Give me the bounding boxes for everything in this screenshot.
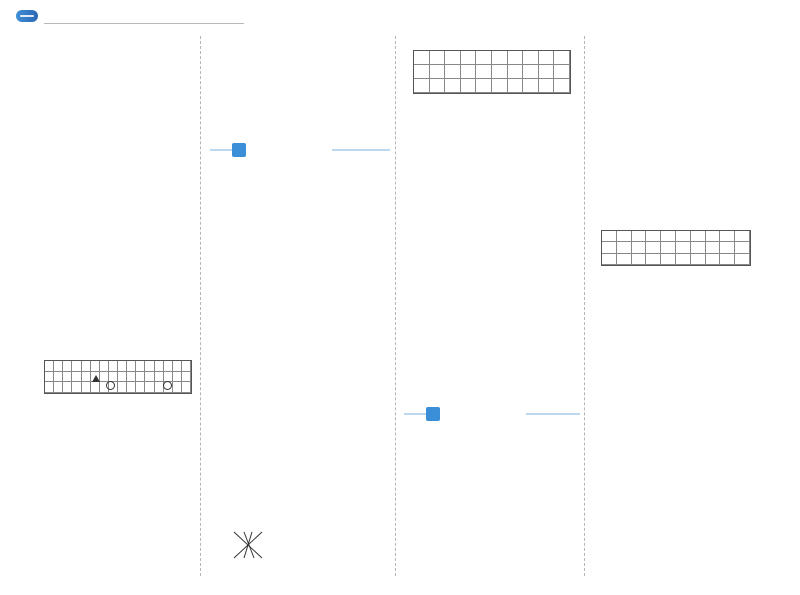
grid-cell (173, 361, 182, 372)
grid-cell (461, 79, 477, 93)
answer-column-1-continued (30, 400, 195, 549)
grid-cell (82, 372, 91, 383)
answer-column-3-section (400, 428, 580, 561)
answer-line (30, 466, 195, 479)
grid-cell (508, 79, 524, 93)
grid-cell (735, 231, 750, 242)
answer-line (30, 285, 195, 298)
answer-line (592, 465, 792, 478)
answer-line (30, 53, 195, 66)
grid-cell (414, 65, 430, 79)
grid-cell (706, 231, 721, 242)
page-number (12, 568, 38, 584)
grid-cell (72, 382, 81, 393)
answer-line (400, 528, 580, 541)
answer-line (592, 348, 792, 361)
grid-cell (63, 372, 72, 383)
grid-cell (661, 231, 676, 242)
grid-cell (54, 361, 63, 372)
answer-line (592, 53, 792, 66)
grid-cell (136, 361, 145, 372)
grid-cell (492, 65, 508, 79)
answer-line (215, 466, 390, 479)
answer-line (215, 300, 390, 313)
grid-cell (602, 231, 617, 242)
grid-cell (617, 254, 632, 265)
column-divider (395, 36, 396, 576)
answer-line (400, 140, 580, 153)
answer-line (215, 333, 390, 346)
grid-cell (539, 51, 555, 65)
grid-cell (136, 372, 145, 383)
grid-cell (54, 372, 63, 383)
answer-column-1 (30, 36, 195, 335)
answer-line (30, 119, 195, 132)
grid-cell (45, 382, 54, 393)
answer-line (215, 366, 390, 379)
answer-line (30, 169, 195, 182)
answer-line (225, 69, 390, 82)
grid-cell (691, 242, 706, 253)
answer-line (215, 217, 390, 230)
grid-cell (82, 382, 91, 393)
answer-line (215, 433, 390, 446)
section-heading (210, 141, 390, 159)
grid-cell (461, 51, 477, 65)
grid-cell (100, 361, 109, 372)
grid-cell (676, 254, 691, 265)
grid-cell (118, 372, 127, 383)
answer-line (400, 290, 580, 303)
answer-line (225, 86, 390, 99)
grid-cell (414, 79, 430, 93)
grid-cell (706, 242, 721, 253)
answer-line (30, 36, 195, 49)
answer-line (400, 544, 580, 557)
answer-line (400, 36, 580, 49)
grid-cell (646, 231, 661, 242)
answer-line (592, 36, 792, 49)
answer-line (592, 119, 792, 132)
grid-cell (691, 231, 706, 242)
answer-line (400, 339, 580, 352)
answer-line (400, 306, 580, 319)
grid-cell (461, 65, 477, 79)
answer-line (225, 36, 390, 49)
grid-cell (617, 231, 632, 242)
view-grid-figure (413, 50, 571, 94)
grid-cell (445, 65, 461, 79)
answer-line (400, 107, 580, 120)
answer-column-2-section (215, 167, 390, 532)
answer-line (400, 157, 580, 170)
grid-cell (554, 51, 570, 65)
answer-line (30, 433, 195, 446)
grid-cell (430, 79, 446, 93)
answer-line (592, 315, 792, 328)
view-grid-figure (601, 230, 751, 266)
grid-cell (691, 254, 706, 265)
answer-line (30, 400, 195, 413)
grid-cell (661, 254, 676, 265)
grid-cell (182, 372, 191, 383)
answer-line (400, 323, 580, 336)
answer-line (215, 233, 390, 246)
grid-cell (63, 361, 72, 372)
grid-cell (445, 51, 461, 65)
answer-line (30, 516, 195, 529)
answer-line (30, 302, 195, 315)
answer-line (400, 356, 580, 369)
answer-line (225, 102, 390, 115)
answer-line (400, 511, 580, 524)
column-divider (584, 36, 585, 576)
answer-column-4-continued (592, 282, 792, 564)
grid-cell (476, 79, 492, 93)
section-marker-icon (232, 143, 246, 157)
grid-cell (72, 372, 81, 383)
grid-cell (735, 254, 750, 265)
grid-cell (476, 65, 492, 79)
grid-cell (523, 79, 539, 93)
answer-line (30, 318, 195, 331)
grid-cell (661, 242, 676, 253)
grid-cell (539, 65, 555, 79)
answer-line (400, 223, 580, 236)
answer-line (400, 256, 580, 269)
answer-line (592, 448, 792, 461)
section-heading (404, 405, 580, 423)
answer-line (592, 102, 792, 115)
section-marker-icon (426, 407, 440, 421)
answer-line (592, 136, 792, 149)
answer-line (30, 219, 195, 232)
matching-lines-figure (232, 530, 266, 560)
grid-cell (632, 231, 647, 242)
answer-line (215, 184, 390, 197)
grid-cell (492, 79, 508, 93)
answer-line (592, 548, 792, 561)
answer-line (400, 207, 580, 220)
grid-cell (118, 361, 127, 372)
triangle-marker (92, 375, 100, 382)
answer-line (400, 494, 580, 507)
answer-line (592, 299, 792, 312)
grid-cell (91, 361, 100, 372)
grid-figure (44, 360, 192, 394)
grid-cell (109, 361, 118, 372)
grid-cell (430, 51, 446, 65)
circle-marker (163, 381, 172, 390)
grid-cell (164, 361, 173, 372)
grid-cell (554, 65, 570, 79)
grid-cell (617, 242, 632, 253)
answer-line (400, 461, 580, 474)
grid-cell (45, 372, 54, 383)
answer-line (592, 531, 792, 544)
answer-line (592, 498, 792, 511)
answer-line (30, 417, 195, 430)
grid-cell (430, 65, 446, 79)
answer-line (215, 167, 390, 180)
grid-cell (182, 382, 191, 393)
answer-line (592, 431, 792, 444)
grid-cell (735, 242, 750, 253)
grid-cell (445, 79, 461, 93)
answer-line (592, 169, 792, 182)
grid-cell (173, 382, 182, 393)
grid-cell (145, 372, 154, 383)
grid-cell (82, 361, 91, 372)
answer-line (30, 252, 195, 265)
answer-line (30, 152, 195, 165)
grid-cell (155, 372, 164, 383)
answer-line (400, 240, 580, 253)
answer-line (400, 478, 580, 491)
grid-cell (414, 51, 430, 65)
grid-cell (91, 382, 100, 393)
circle-marker (106, 381, 115, 390)
grid-cell (508, 65, 524, 79)
answer-line (215, 449, 390, 462)
grid-cell (145, 382, 154, 393)
grid-cell (508, 51, 524, 65)
answer-line (30, 533, 195, 546)
answer-line (30, 202, 195, 215)
answer-line (215, 200, 390, 213)
answer-line (592, 514, 792, 527)
grid-cell (492, 51, 508, 65)
grid-cell (145, 361, 154, 372)
answer-line (592, 332, 792, 345)
grid-cell (127, 372, 136, 383)
grid-cell (155, 361, 164, 372)
grid-cell (118, 382, 127, 393)
answer-line (215, 482, 390, 495)
answer-line (225, 53, 390, 66)
answer-line (592, 398, 792, 411)
answer-line (592, 185, 792, 198)
answer-line (30, 69, 195, 82)
grid-cell (646, 254, 661, 265)
answer-line (592, 202, 792, 215)
grid-cell (476, 51, 492, 65)
grid-cell (523, 65, 539, 79)
book-logo-icon (16, 10, 38, 22)
answer-line (215, 399, 390, 412)
answer-line (30, 500, 195, 513)
answer-line (592, 481, 792, 494)
answer-line (215, 383, 390, 396)
answer-line (400, 190, 580, 203)
grid-cell (720, 231, 735, 242)
grid-cell (720, 254, 735, 265)
grid-cell (676, 242, 691, 253)
grid-cell (136, 382, 145, 393)
header-title (44, 9, 244, 24)
answer-column-4 (592, 36, 792, 235)
answer-line (592, 415, 792, 428)
answer-line (30, 136, 195, 149)
grid-cell (539, 79, 555, 93)
answer-line (592, 69, 792, 82)
answer-line (400, 173, 580, 186)
grid-cell (646, 242, 661, 253)
answer-line (215, 416, 390, 429)
answer-line (215, 250, 390, 263)
grid-cell (602, 254, 617, 265)
answer-column-3-continued (400, 107, 580, 389)
grid-cell (127, 361, 136, 372)
answer-line (30, 483, 195, 496)
grid-cell (45, 361, 54, 372)
answer-line (592, 365, 792, 378)
answer-line (592, 382, 792, 395)
answer-line (30, 185, 195, 198)
answer-line (30, 235, 195, 248)
answer-line (30, 268, 195, 281)
grid-cell (554, 79, 570, 93)
answer-line (215, 515, 390, 528)
grid-cell (173, 372, 182, 383)
grid-cell (127, 382, 136, 393)
answer-line (215, 267, 390, 280)
answer-line (30, 450, 195, 463)
grid-cell (632, 254, 647, 265)
answer-line (30, 86, 195, 99)
grid-cell (720, 242, 735, 253)
grid-cell (63, 382, 72, 393)
answer-line (215, 350, 390, 363)
column-divider (200, 36, 201, 576)
grid-cell (72, 361, 81, 372)
answer-line (400, 124, 580, 137)
answer-line (400, 373, 580, 386)
grid-cell (182, 361, 191, 372)
answer-line (592, 282, 792, 295)
grid-cell (523, 51, 539, 65)
answer-line (592, 152, 792, 165)
answer-line (400, 273, 580, 286)
page-header (14, 8, 786, 30)
grid-cell (632, 242, 647, 253)
answer-line (215, 283, 390, 296)
answer-line (215, 316, 390, 329)
grid-cell (54, 382, 63, 393)
answer-line (225, 119, 390, 132)
grid-cell (602, 242, 617, 253)
answer-line (400, 428, 580, 441)
answer-line (30, 102, 195, 115)
answer-line (592, 86, 792, 99)
grid-cell (676, 231, 691, 242)
answer-column-2 (225, 36, 390, 136)
grid-cell (706, 254, 721, 265)
answer-line (215, 499, 390, 512)
answer-line (400, 445, 580, 458)
